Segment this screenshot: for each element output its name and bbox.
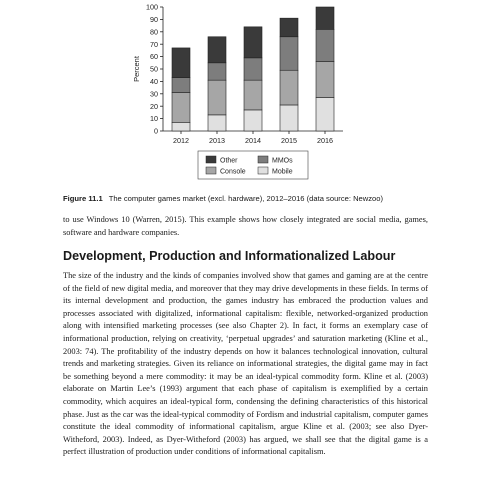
x-tick-label: 2012 bbox=[173, 136, 189, 145]
bar-segment-mmos bbox=[280, 37, 298, 70]
bar-segment-mmos bbox=[316, 29, 334, 61]
bar-segment-mobile bbox=[244, 110, 262, 131]
legend-swatch-mmos bbox=[258, 156, 268, 163]
bar-segment-mobile bbox=[280, 105, 298, 131]
bar-segment-other bbox=[208, 37, 226, 63]
bar-segment-other bbox=[280, 18, 298, 37]
section-heading: Development, Production and Informationalized Labour bbox=[63, 249, 396, 263]
bar-segment-console bbox=[280, 70, 298, 105]
legend-swatch-console bbox=[206, 167, 216, 174]
legend-label: Mobile bbox=[272, 168, 293, 176]
y-tick-label: 0 bbox=[154, 126, 158, 136]
bar-segment-other bbox=[316, 7, 334, 29]
bar-segment-mmos bbox=[172, 78, 190, 93]
bar-segment-other bbox=[172, 48, 190, 78]
y-tick-label: 10 bbox=[150, 114, 158, 124]
y-tick-label: 60 bbox=[150, 52, 158, 62]
x-tick-label: 2016 bbox=[317, 136, 333, 145]
y-tick-label: 30 bbox=[150, 89, 158, 99]
x-tick-label: 2014 bbox=[245, 136, 261, 145]
legend-label: Other bbox=[220, 157, 238, 165]
bar-segment-other bbox=[244, 27, 262, 58]
legend-swatch-mobile bbox=[258, 167, 268, 174]
bar-segment-console bbox=[208, 80, 226, 115]
bar-segment-console bbox=[244, 80, 262, 110]
x-tick-label: 2013 bbox=[209, 136, 225, 145]
y-tick-label: 40 bbox=[150, 77, 158, 86]
x-tick-label: 2015 bbox=[281, 136, 297, 145]
bar-segment-console bbox=[316, 62, 334, 98]
bar-segment-mmos bbox=[244, 58, 262, 80]
main-paragraph: The size of the industry and the kinds of companies involved show that games and gaming are at the centre of the field of new digital media, and moreover that they may drive developments in these fields. In terms of its internal development and production, the games industry has embraced the production values and processes associated with digitalized, informational capitalism: flexible, networked-organized production along with intensified marketing processes (see also Chapter 2). In fact, it forms an exemplary case of informational production, relying on creativity, ‘perpetual upgrades’ and saturation marketing (Kline et al., 2003: 74). The profitability of the industry depends on how it balances technological innovation, cultural trends and marketing strategies. Given its reliance on informational strategies, the digital game may in fact be something beyond a mere commodity: it may be an ideal-typical commodity form. Kline et al. (2003) elaborate on Martin Lee’s (1993) argument that each phase of capitalism is exemplified by a certain commodity, which acquires an ideal-typical form, condensing the defining characteristics of this historical phase. Just as the car was the ideal-typical commodity of Fordism and industrial capitalism, computer games constitute the ideal commodity of informational capitalism, argue Kline et al. (2003; see also Dyer-Witheford, 2003). Indeed, as Dyer-Witheford (2003) has argued, we shall see that the digital game is a perfect illustration of production under conditions of informational capitalism. bbox=[63, 271, 428, 457]
y-tick-label: 50 bbox=[150, 64, 158, 74]
y-tick-label: 80 bbox=[150, 27, 158, 37]
figure-caption-text: The computer games market (excl. hardware), 2012–2016 (data source: Newzoo) bbox=[108, 194, 384, 203]
bar-segment-console bbox=[172, 93, 190, 123]
y-tick-label: 90 bbox=[150, 15, 158, 24]
y-tick-label: 70 bbox=[150, 39, 158, 49]
figure-number: Figure 11.1 bbox=[63, 194, 103, 203]
legend-swatch-other bbox=[206, 156, 216, 163]
y-tick-label: 100 bbox=[146, 2, 158, 12]
bar-segment-mmos bbox=[208, 63, 226, 80]
y-axis-label: Percent bbox=[132, 56, 141, 82]
bar-segment-mobile bbox=[208, 115, 226, 131]
figure-caption bbox=[63, 194, 463, 203]
bar-segment-mobile bbox=[316, 98, 334, 131]
intro-paragraph: to use Windows 10 (Warren, 2015). This example shows how closely integrated are social media, games, software and hardware companies. bbox=[63, 215, 428, 237]
stacked-bar-chart bbox=[0, 0, 480, 200]
y-tick-label: 20 bbox=[150, 101, 158, 111]
legend-label: MMOs bbox=[272, 157, 293, 165]
legend-label: Console bbox=[220, 168, 246, 176]
bar-segment-mobile bbox=[172, 122, 190, 131]
